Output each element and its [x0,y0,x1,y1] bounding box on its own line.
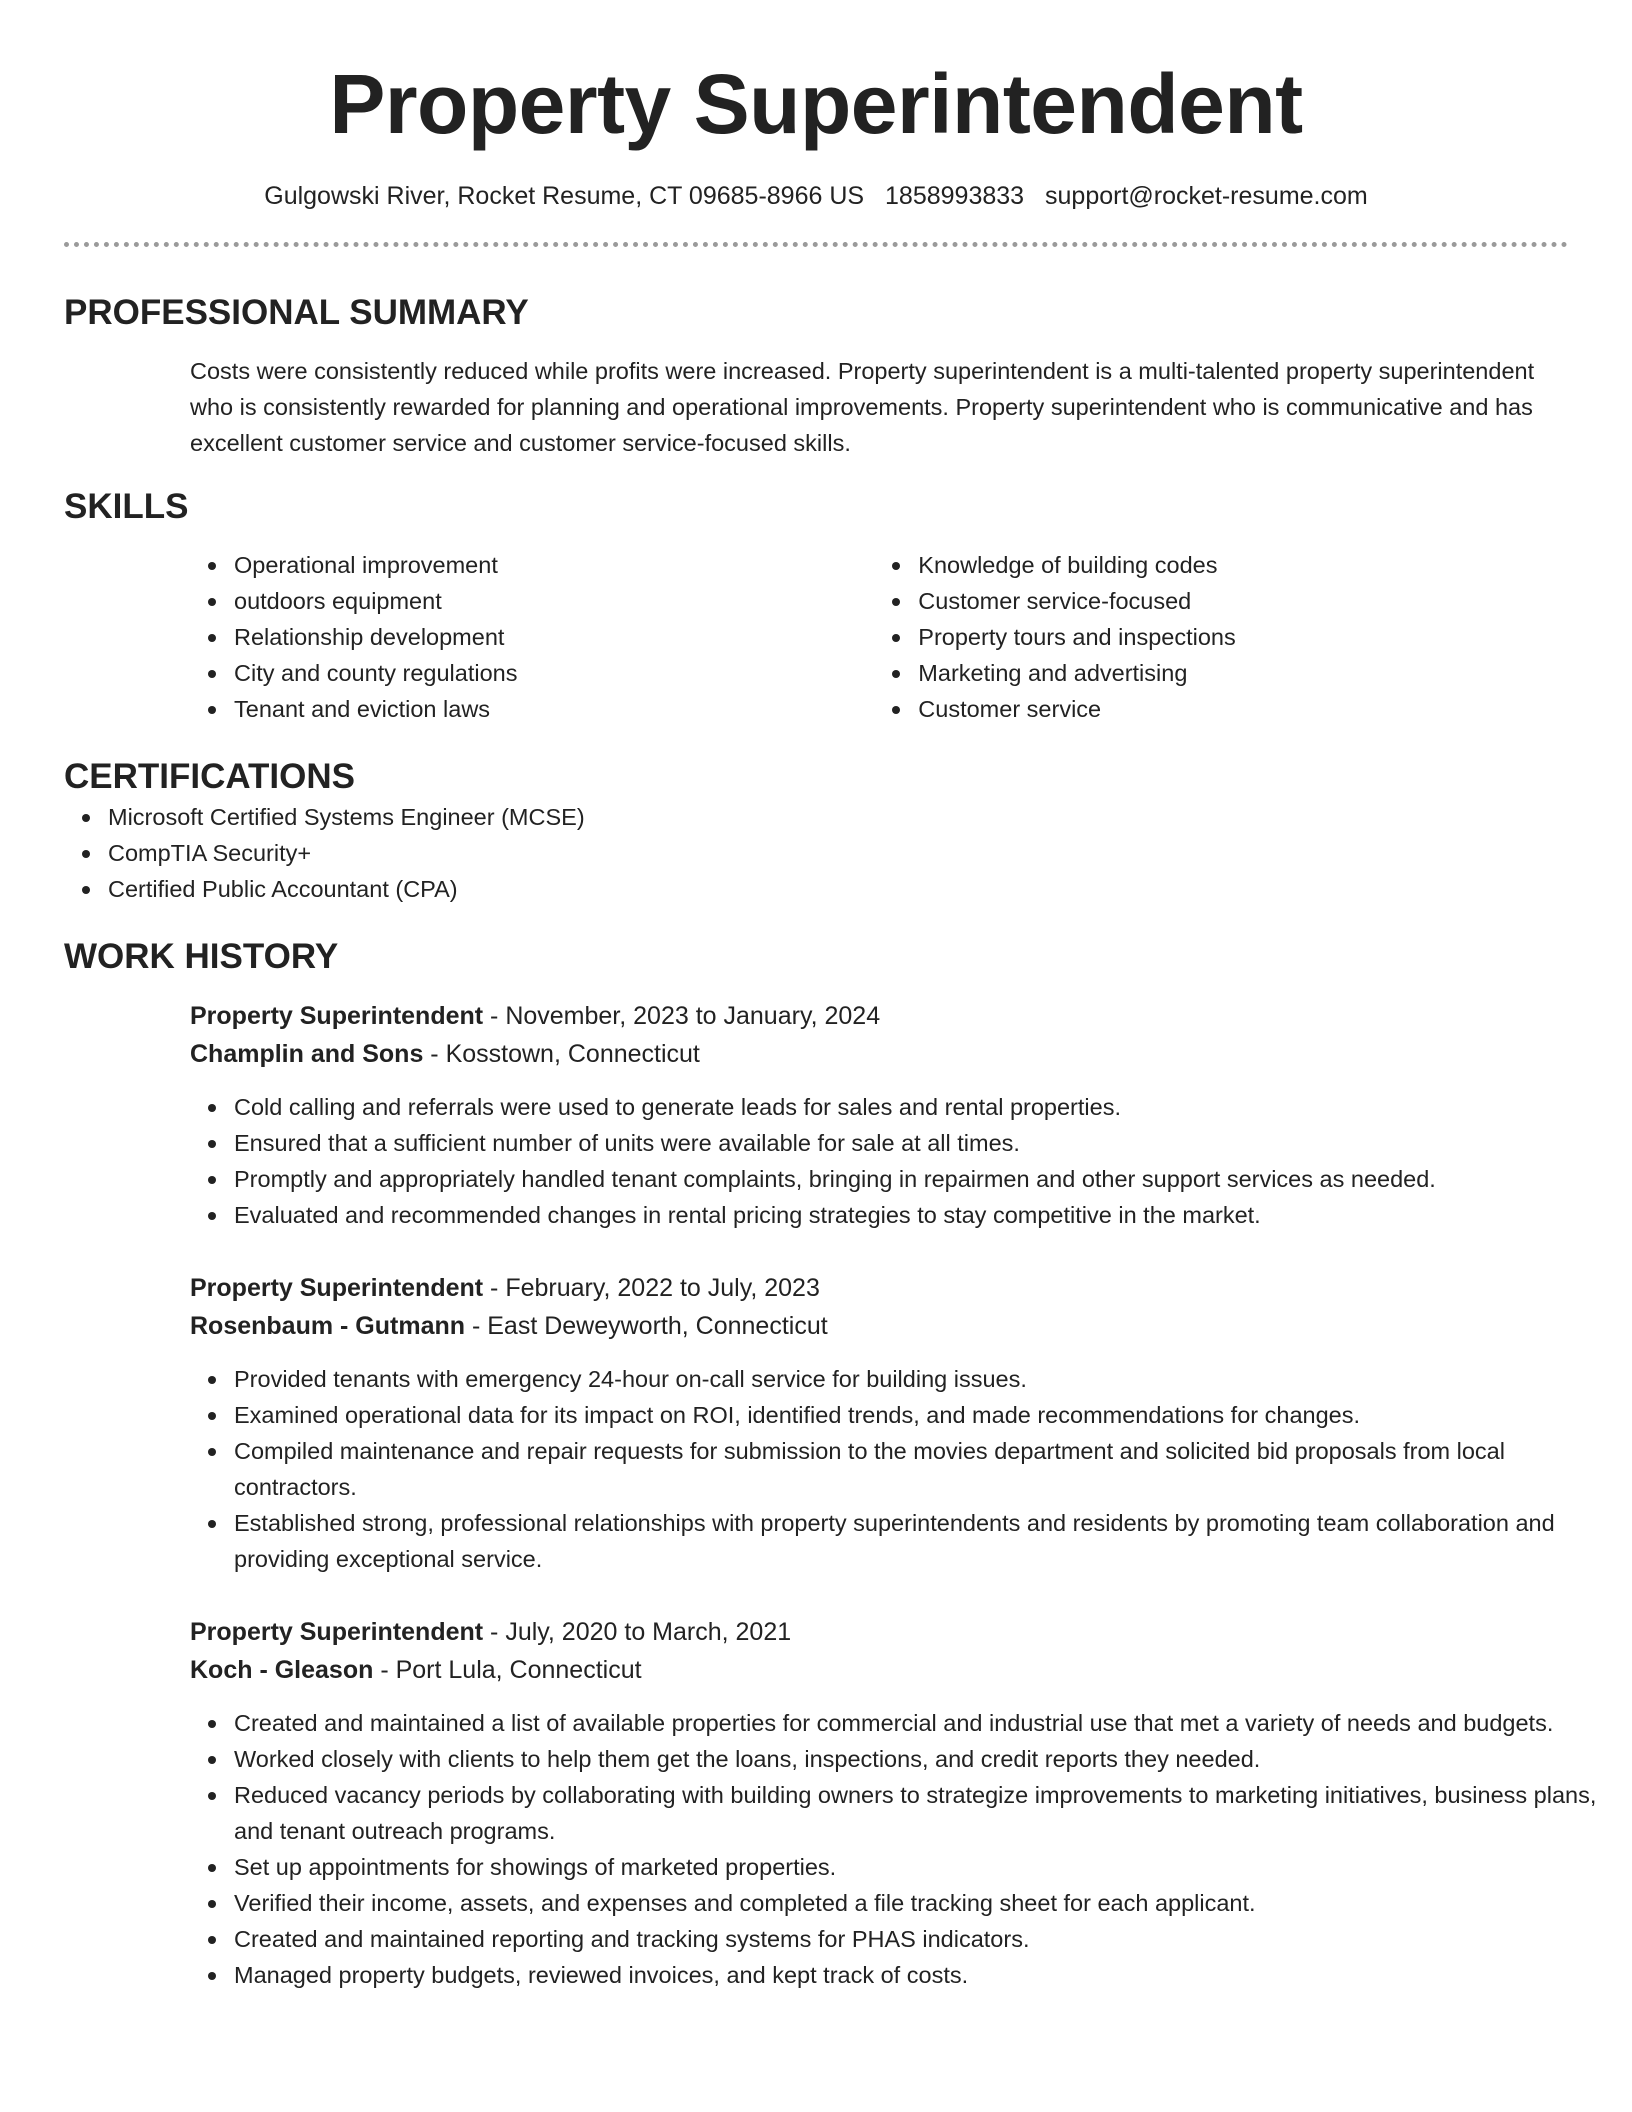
job-title: Property Superintendent [190,1274,484,1302]
skill-item: outdoors equipment [234,583,874,619]
job-bullet: Promptly and appropriately handled tenant complaints, bringing in repairmen and other support services as needed. [234,1161,1604,1197]
skill-item: Operational improvement [234,547,874,583]
summary-text: Costs were consistently reduced while profits were increased. Property superintendent is a multi-talented property superintendent who is consistently rewarded for planning and operational improvements. Property superintendent who is communicative and has excellent customer service and customer service-focused skills. [190,358,1535,456]
job-bullet: Set up appointments for showings of marketed properties. [234,1849,1604,1885]
certifications-list [64,799,1568,907]
job-company-line: Koch - Gleason - Port Lula, Connecticut [190,1656,642,1684]
skills-column-left [190,547,874,727]
job-location: Port Lula, Connecticut [395,1656,642,1684]
section-heading-work-history: WORK HISTORY [64,937,339,976]
job-bullet: Established strong, professional relationships with property superintendents and residents by promoting team collaboration and providing exceptional service. [234,1505,1604,1577]
resume-name: Property Superintendent [329,57,1303,151]
skill-item: Tenant and eviction laws [234,691,874,727]
skills-section [64,485,1568,727]
job-company: Rosenbaum - Gutmann [190,1312,466,1340]
job-bullet: Examined operational data for its impact on ROI, identified trends, and made recommendations for changes. [234,1397,1604,1433]
contact-email: support@rocket-resume.com [1045,182,1368,210]
job-title-line: Property Superintendent - July, 2020 to March, 2021 [190,1618,792,1646]
job-bullets [190,1089,1604,1233]
contact-line [64,180,1568,212]
section-heading-certifications: CERTIFICATIONS [64,757,356,796]
job-location: East Deweyworth, Connecticut [487,1312,828,1340]
job-title-line: Property Superintendent - February, 2022 to July, 2023 [190,1274,820,1302]
skill-item: Relationship development [234,619,874,655]
contact-phone: 1858993833 [885,182,1025,210]
skill-item: Knowledge of building codes [918,547,1568,583]
job-title-line: Property Superintendent - November, 2023 to January, 2024 [190,1002,881,1030]
certifications-section [64,755,1568,907]
job-bullet: Reduced vacancy periods by collaborating with building owners to strategize improvements to marketing initiatives, business plans, and tenant outreach programs. [234,1777,1604,1849]
job-bullet: Created and maintained a list of available properties for commercial and industrial use that met a variety of needs and budgets. [234,1705,1604,1741]
job-bullet: Ensured that a sufficient number of units were available for sale at all times. [234,1125,1604,1161]
job-title: Property Superintendent [190,1002,484,1030]
job-bullet: Evaluated and recommended changes in rental pricing strategies to stay competitive in the market. [234,1197,1604,1233]
skill-item: Marketing and advertising [918,655,1568,691]
job-bullet: Compiled maintenance and repair requests for submission to the movies department and solicited bid proposals from local contractors. [234,1433,1604,1505]
skills-column-right [874,547,1568,727]
job-dates: November, 2023 to January, 2024 [505,1002,881,1030]
certification-item: Certified Public Accountant (CPA) [108,871,1568,907]
contact-address: Gulgowski River, Rocket Resume, CT 09685-8966 US [264,182,865,210]
job-title: Property Superintendent [190,1618,484,1646]
certification-item: Microsoft Certified Systems Engineer (MCSE) [108,799,1568,835]
professional-summary-section [64,291,1568,461]
job-bullet: Managed property budgets, reviewed invoices, and kept track of costs. [234,1957,1604,1993]
job-bullet: Provided tenants with emergency 24-hour on-call service for building issues. [234,1361,1604,1397]
job-bullets [190,1361,1604,1577]
job-dates: February, 2022 to July, 2023 [505,1274,820,1302]
skill-item: Customer service [918,691,1568,727]
skill-item: Customer service-focused [918,583,1568,619]
skill-item: City and county regulations [234,655,874,691]
job-bullet: Verified their income, assets, and expenses and completed a file tracking sheet for each applicant. [234,1885,1604,1921]
section-heading-summary: PROFESSIONAL SUMMARY [64,293,529,332]
job-company: Champlin and Sons [190,1040,424,1068]
job-location: Kosstown, Connecticut [445,1040,700,1068]
job-bullet: Created and maintained reporting and tracking systems for PHAS indicators. [234,1921,1604,1957]
job-bullets [190,1705,1604,1993]
skill-item: Property tours and inspections [918,619,1568,655]
resume-page [64,0,1597,1993]
work-history-section [64,935,1597,1993]
job-company: Koch - Gleason [190,1656,374,1684]
job-company-line: Champlin and Sons - Kosstown, Connecticut [190,1040,700,1068]
job-bullet: Cold calling and referrals were used to generate leads for sales and rental properties. [234,1089,1604,1125]
certification-item: CompTIA Security+ [108,835,1568,871]
job-entry [190,997,1568,1233]
section-heading-skills: SKILLS [64,487,189,526]
job-bullet: Worked closely with clients to help them get the loans, inspections, and credit reports they needed. [234,1741,1604,1777]
skills-grid [190,547,1568,727]
job-dates: July, 2020 to March, 2021 [505,1618,792,1646]
job-company-line: Rosenbaum - Gutmann - East Deweyworth, Connecticut [190,1312,828,1340]
job-entry [190,1269,1568,1577]
job-entry [190,1613,1597,1993]
header-divider [64,242,1568,247]
